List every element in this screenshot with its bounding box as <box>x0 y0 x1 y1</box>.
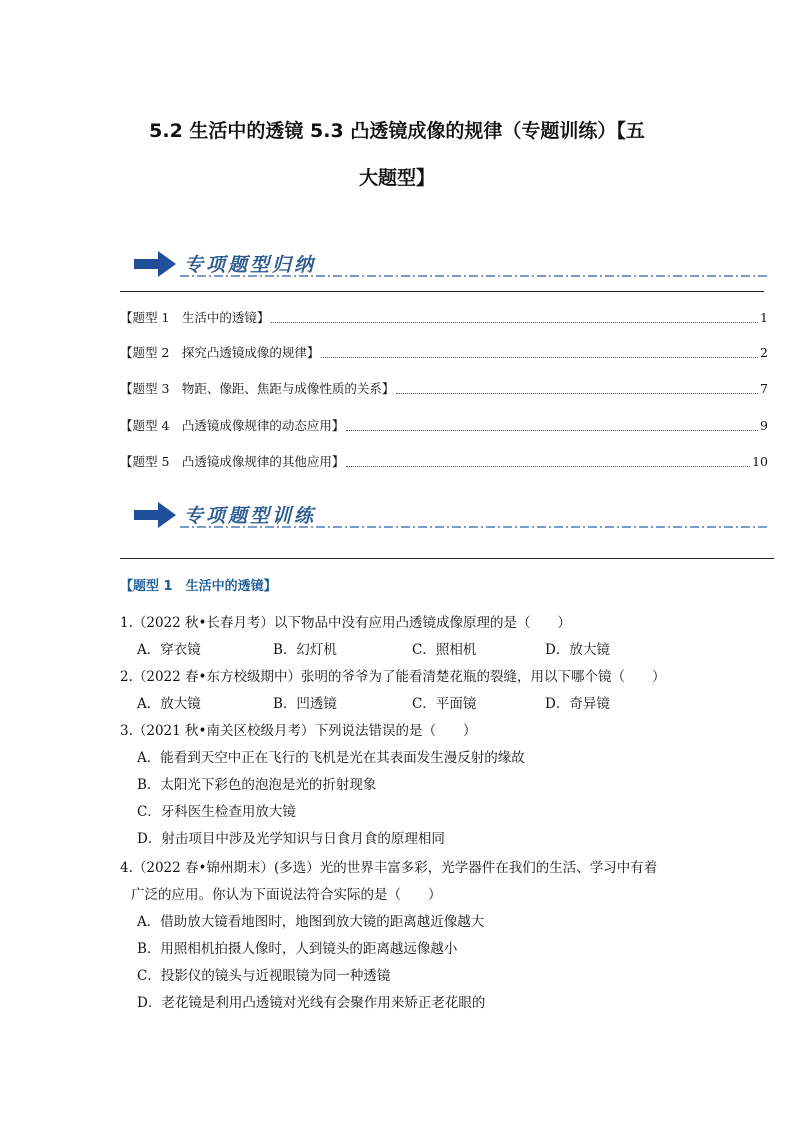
toc-dots <box>321 356 758 358</box>
toc-dots <box>396 392 758 394</box>
question-4-stem-continued: 广泛的应用。你认为下面说法符合实际的是（ ） <box>131 887 442 903</box>
training-banner <box>132 498 772 532</box>
option-d[interactable]: D．奇异镜 <box>545 696 610 712</box>
divider <box>120 558 774 559</box>
toc-dots <box>346 465 750 467</box>
question-2-stem: 2.（2022 春•东方校级期中）张明的爷爷为了能看清楚花瓶的裂缝，用以下哪个镜（ ） <box>120 669 666 685</box>
toc-item-label: 【题型 4 凸透镜成像规律的动态应用】 <box>120 418 345 433</box>
summary-banner <box>132 247 772 281</box>
toc-item-page: 10 <box>752 454 768 469</box>
toc-item[interactable] <box>120 417 768 435</box>
section-heading: 【题型 1 生活中的透镜】 <box>120 579 277 594</box>
page-title-line-1: 5.2 生活中的透镜 5.3 凸透镜成像的规律（专题训练）【五 <box>149 120 645 142</box>
toc-item-page: 7 <box>760 381 768 396</box>
option-c[interactable]: C．照相机 <box>412 642 477 658</box>
option-d[interactable]: D．射击项目中涉及光学知识与日食月食的原理相同 <box>137 831 445 847</box>
option-c[interactable]: C．牙科医生检查用放大镜 <box>137 804 296 820</box>
toc-item-label: 【题型 2 探究凸透镜成像的规律】 <box>120 345 320 360</box>
toc-item-label: 【题型 5 凸透镜成像规律的其他应用】 <box>120 454 345 469</box>
question-1-stem: 1.（2022 秋•长春月考）以下物品中没有应用凸透镜成像原理的是（ ） <box>120 615 571 631</box>
option-d[interactable]: D．老花镜是利用凸透镜对光线有会聚作用来矫正老花眼的 <box>137 995 486 1011</box>
option-b[interactable]: B．幻灯机 <box>273 642 337 658</box>
option-b[interactable]: B．凹透镜 <box>273 696 337 712</box>
toc-item-page: 2 <box>760 345 768 360</box>
option-d[interactable]: D．放大镜 <box>545 642 610 658</box>
option-b[interactable]: B．用照相机拍摄人像时，人到镜头的距离越远像越小 <box>137 941 458 957</box>
divider <box>120 291 764 292</box>
toc-dots <box>271 321 758 323</box>
option-a[interactable]: A．放大镜 <box>137 696 201 712</box>
option-b[interactable]: B．太阳光下彩色的泡泡是光的折射现象 <box>137 777 377 793</box>
option-c[interactable]: C．投影仪的镜头与近视眼镜为同一种透镜 <box>137 968 391 984</box>
option-c[interactable]: C．平面镜 <box>412 696 477 712</box>
toc-item-page: 9 <box>760 418 768 433</box>
toc-item-label: 【题型 1 生活中的透镜】 <box>120 310 270 325</box>
toc-item[interactable] <box>120 380 768 398</box>
question-3-stem: 3.（2021 秋•南关区校级月考）下列说法错误的是（ ） <box>120 723 477 739</box>
summary-banner-label: 专项题型归纳 <box>184 254 317 276</box>
question-4-stem: 4.（2022 春•锦州期末）(多选）光的世界丰富多彩，光学器件在我们的生活、学习中有着 <box>120 860 658 876</box>
toc-item[interactable] <box>120 309 768 327</box>
toc-dots <box>346 429 758 431</box>
toc-item-page: 1 <box>760 310 768 325</box>
option-a[interactable]: A．穿衣镜 <box>137 642 201 658</box>
page-title-line-2: 大题型】 <box>358 167 435 189</box>
toc-item[interactable] <box>120 453 768 471</box>
toc-item[interactable] <box>120 344 768 362</box>
option-a[interactable]: A．能看到天空中正在飞行的飞机是光在其表面发生漫反射的缘故 <box>137 750 525 766</box>
toc-item-label: 【题型 3 物距、像距、焦距与成像性质的关系】 <box>120 381 395 396</box>
training-banner-label: 专项题型训练 <box>184 505 317 527</box>
option-a[interactable]: A．借助放大镜看地图时，地图到放大镜的距离越近像越大 <box>137 914 485 930</box>
